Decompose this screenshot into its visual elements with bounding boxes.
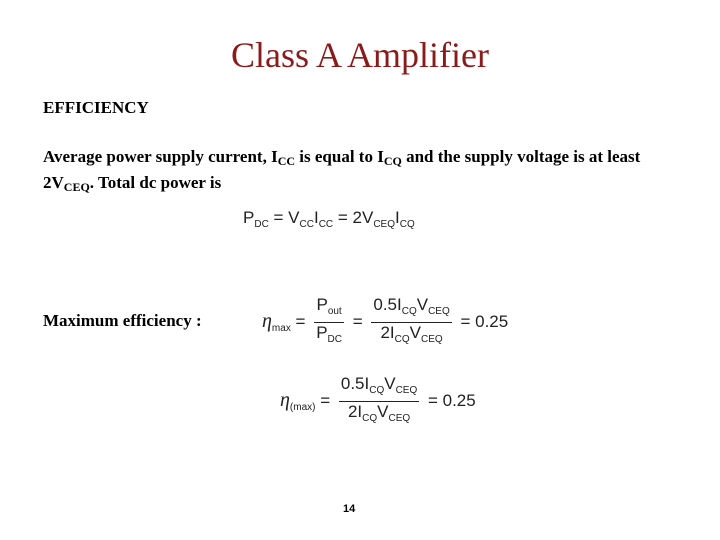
num-sub-a: CQ: [369, 385, 385, 396]
paragraph-sub-3: CEQ: [63, 180, 90, 194]
paragraph-sub-1: CC: [277, 154, 296, 168]
efficiency-max2-equation: [280, 374, 476, 429]
num-term-a: 0.5I: [373, 295, 402, 314]
efficiency-max-equation: [262, 295, 508, 350]
equals-sign-2: =: [348, 311, 368, 331]
eta-symbol: η: [280, 388, 290, 411]
icq-sub: CQ: [399, 219, 415, 230]
den-sub-b: CEQ: [420, 334, 443, 345]
equals-sign: =: [315, 390, 335, 410]
fraction-denominator: [371, 323, 451, 350]
result-value: = 0.25: [423, 390, 476, 410]
icc-symbol: I: [313, 208, 319, 227]
num-term-a: 0.5I: [340, 374, 370, 393]
ratio-fraction: [371, 295, 451, 350]
den-sub-a: CQ: [394, 334, 410, 345]
pdc-eq-vcc: = V: [268, 208, 300, 227]
pdc-den-sub: DC: [327, 334, 342, 345]
pdc-eq-vceq: = 2V: [333, 208, 374, 227]
fraction-denominator: [339, 402, 419, 429]
paragraph-sub-2: CQ: [383, 154, 402, 168]
icc-sub: CC: [318, 219, 334, 230]
den-term-a: 2I: [347, 402, 363, 421]
ratio-fraction: [339, 374, 419, 429]
icq-symbol: I: [395, 208, 400, 227]
pout-over-pdc-fraction: [314, 295, 344, 350]
pdc-den-symbol: P: [316, 323, 328, 342]
pout-symbol: P: [316, 295, 328, 314]
slide-title: Class A Amplifier: [230, 35, 489, 75]
pdc-equation: [243, 208, 415, 230]
den-sub-a: CQ: [362, 413, 378, 424]
pdc-symbol: P: [243, 208, 255, 227]
fraction-numerator: [339, 374, 419, 402]
eta-symbol: η: [262, 309, 272, 332]
eta-sub: max: [271, 322, 291, 334]
paragraph-text-1: Average power supply current, I: [43, 147, 278, 166]
vcc-sub: CC: [299, 219, 314, 230]
eta-sub: (max): [289, 401, 316, 413]
pout-sub: out: [327, 306, 342, 317]
num-term-b: V: [384, 374, 396, 393]
page-number: 14: [343, 503, 356, 515]
equals-sign: =: [290, 311, 311, 331]
fraction-denominator: [314, 323, 344, 350]
paragraph-text-3: and the supply voltage is at least 2V: [43, 147, 641, 192]
body-paragraph: [43, 146, 683, 198]
max-efficiency-label: Maximum efficiency :: [43, 311, 202, 330]
num-sub-a: CQ: [401, 306, 417, 317]
paragraph-text-2: is equal to I: [295, 147, 384, 166]
pdc-symbol-sub: DC: [254, 219, 269, 230]
num-sub-b: CEQ: [395, 385, 418, 396]
result-value: = 0.25: [455, 311, 509, 331]
section-heading: EFFICIENCY: [43, 98, 149, 117]
num-sub-b: CEQ: [428, 306, 450, 317]
den-term-a: 2I: [380, 323, 395, 342]
num-term-b: V: [416, 295, 429, 314]
den-term-b: V: [409, 323, 421, 342]
vceq-sub: CEQ: [373, 219, 395, 230]
paragraph-text-4: . Total dc power is: [89, 173, 222, 192]
den-term-b: V: [377, 402, 389, 421]
fraction-numerator: [314, 295, 344, 323]
fraction-numerator: [371, 295, 451, 323]
den-sub-b: CEQ: [388, 413, 411, 424]
